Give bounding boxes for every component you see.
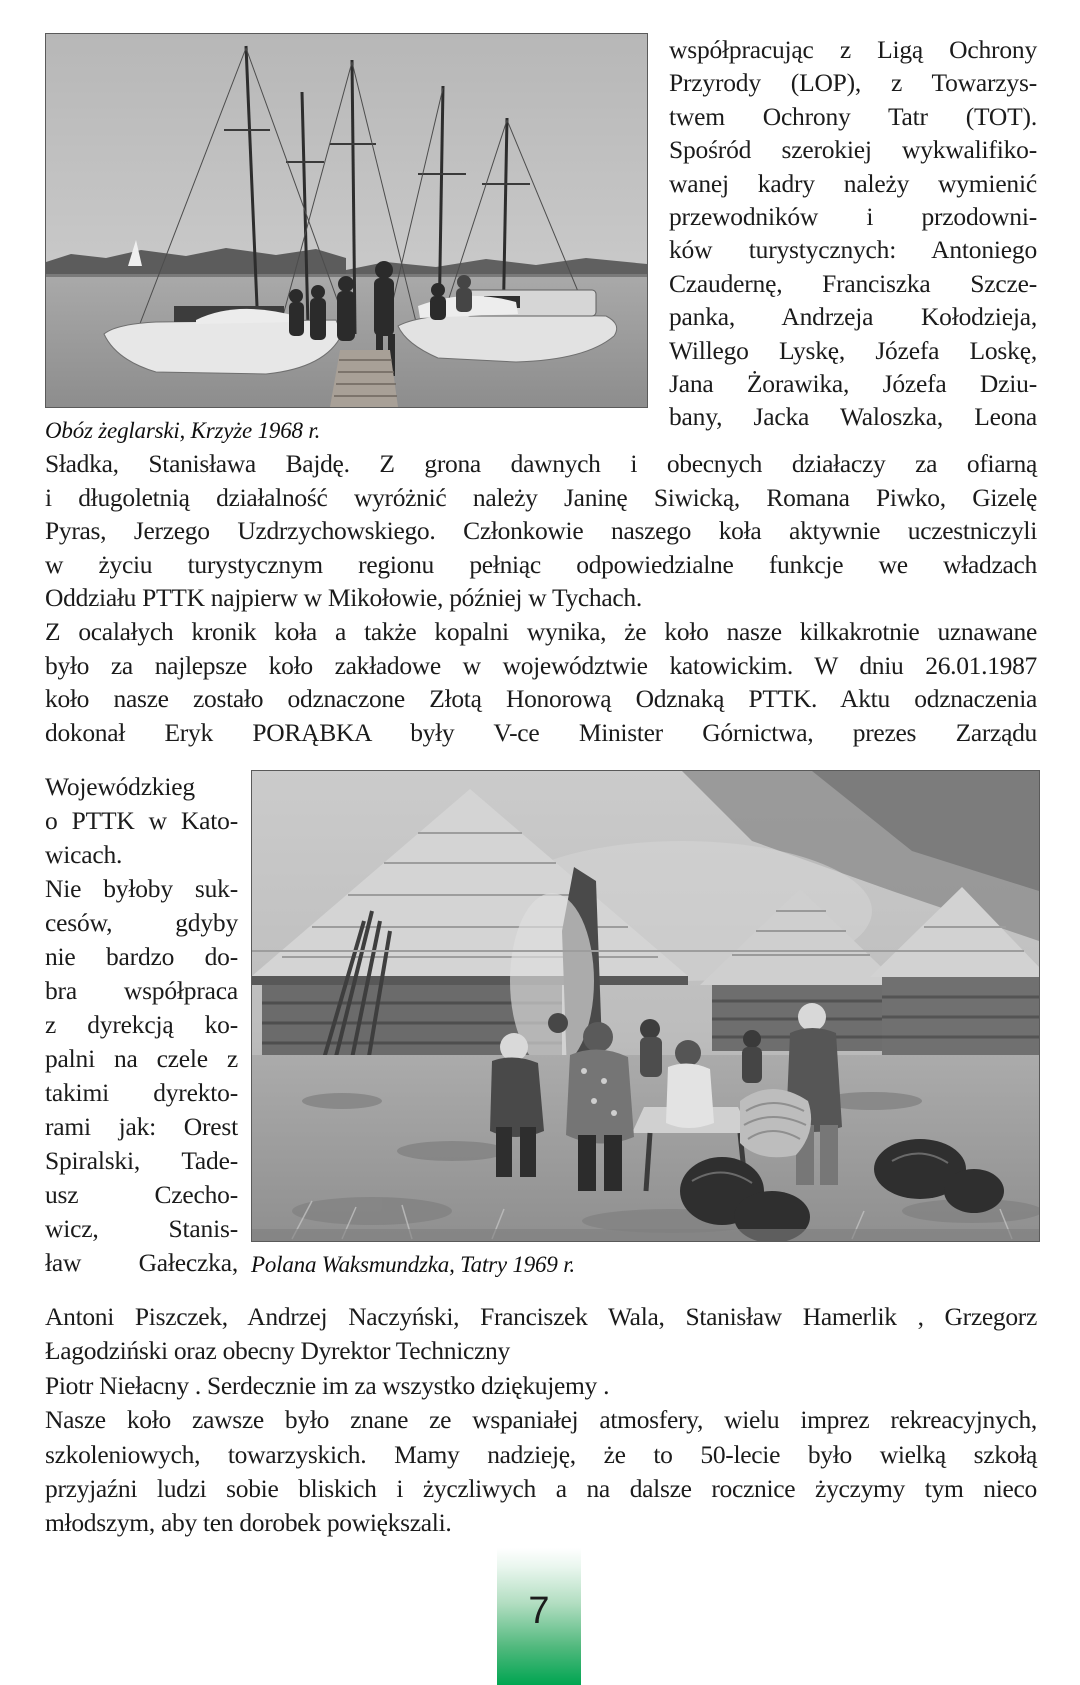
text-line: Piotr Niełacny . Serdecznie im za wszystko dziękujemy . (45, 1370, 610, 1400)
text-line: wicz, Stanis- (45, 1214, 238, 1243)
text-line: panka, Andrzeja Kołodzieja, (669, 302, 1037, 332)
text-line: Czaudernę, Franciszka Szcze- (669, 268, 1037, 298)
text-line: Z ocalałych kronik koła a także kopalni wynika, że koło nasze kilkakrotnie uznawane (45, 616, 1037, 646)
text-line: Oddziału PTTK najpierw w Mikołowie, później w Tychach. (45, 583, 642, 613)
text-line: Łagodziński oraz obecny Dyrektor Techniczny (45, 1336, 510, 1366)
text-line: Willego Lyskę, Józefa Loskę, (669, 335, 1037, 365)
text-line: współpracując z Ligą Ochrony (669, 35, 1037, 64)
text-line: Sładka, Stanisława Bajdę. Z grona dawnych i obecnych działaczy za ofiarną (45, 449, 1037, 478)
text-line: usz Czecho- (45, 1180, 238, 1209)
right-text-column (669, 33, 1037, 445)
text-line: palni na czele z (45, 1044, 238, 1073)
text-line: w życiu turystycznym regionu pełniąc odpowiedzialne funkcje we władzach (45, 549, 1037, 579)
text-line: koło nasze zostało odznaczone Złotą Honorową Odznaką PTTK. Aktu odznaczenia (45, 684, 1037, 714)
text-line: szkoleniowych, towarzyskich. Mamy nadzieję, że to 50-lecie było wielką szkołą (45, 1439, 1037, 1469)
text-line: rami jak: Orest (45, 1112, 238, 1141)
text-line: i długoletnią działalność wyróżnić należy Janinę Siwicką, Romana Piwko, Gizelę (45, 482, 1037, 512)
text-line: bany, Jacka Waloszka, Leona (669, 402, 1037, 432)
text-line: o PTTK w Kato- (45, 806, 238, 835)
text-line: wanej kadry należy wymienić (669, 168, 1037, 198)
mid-section (45, 770, 1037, 1280)
text-line: młodszym, aby ten dorobek powiększali. (45, 1508, 452, 1538)
page-number: 7 (528, 1590, 550, 1632)
text-line: Spośród szerokiej wykwalifiko- (669, 135, 1037, 165)
photo2-figure (251, 770, 1040, 1279)
photo1-figure (45, 33, 648, 445)
text-line: ków turystycznych: Antoniego (669, 235, 1037, 265)
text-line: Wojewódzkieg (45, 772, 195, 801)
text-line: Nie byłoby suk- (45, 874, 238, 903)
paragraph-block-b (45, 1300, 1037, 1541)
text-line: Spiralski, Tade- (45, 1146, 238, 1175)
text-line: takimi dyrekto- (45, 1078, 238, 1107)
text-line: wicach. (45, 840, 123, 869)
text-line: nie bardzo do- (45, 942, 238, 971)
text-line: z dyrekcją ko- (45, 1010, 238, 1039)
left-text-column (45, 770, 238, 1280)
top-section (45, 33, 1037, 445)
text-line: przyjaźni ludzi sobie bliskich i życzliwych a na dalsze rocznice życzymy tym nieco (45, 1474, 1037, 1504)
photo1-caption: Obóz żeglarski, Krzyże 1968 r. (45, 418, 321, 443)
text-line: Antoni Piszczek, Andrzej Naczyński, Franciszek Wala, Stanisław Hamerlik , Grzegorz (45, 1302, 1037, 1331)
text-line: cesów, gdyby (45, 908, 238, 937)
text-line: przewodników i przodowni- (669, 202, 1037, 232)
mountain-meadow-photo (251, 770, 1040, 1242)
text-line: Przyrody (LOP), z Towarzys- (669, 68, 1037, 98)
text-line: Pyras, Jerzego Uzdrzychowskiego. Członkowie naszego koła aktywnie uczestniczyli (45, 516, 1037, 546)
text-line: Jana Żorawika, Józefa Dziu- (669, 369, 1037, 399)
text-line: ław Gałeczka, (45, 1248, 238, 1277)
text-line: dokonał Eryk PORĄBKA były V-ce Minister Górnictwa, prezes Zarządu (45, 717, 1037, 747)
photo2-caption: Polana Waksmundzka, Tatry 1969 r. (251, 1252, 575, 1277)
sailing-camp-photo (45, 33, 648, 408)
page-number-block (497, 1548, 581, 1685)
text-line: twem Ochrony Tatr (TOT). (669, 101, 1037, 131)
paragraph-block-a (45, 447, 1037, 749)
text-line: było za najlepsze koło zakładowe w województwie katowickim. W dniu 26.01.1987 (45, 650, 1037, 680)
text-line: bra współpraca (45, 976, 238, 1005)
text-line: Nasze koło zawsze było znane ze wspaniałej atmosfery, wielu imprez rekreacyjnych, (45, 1405, 1037, 1435)
